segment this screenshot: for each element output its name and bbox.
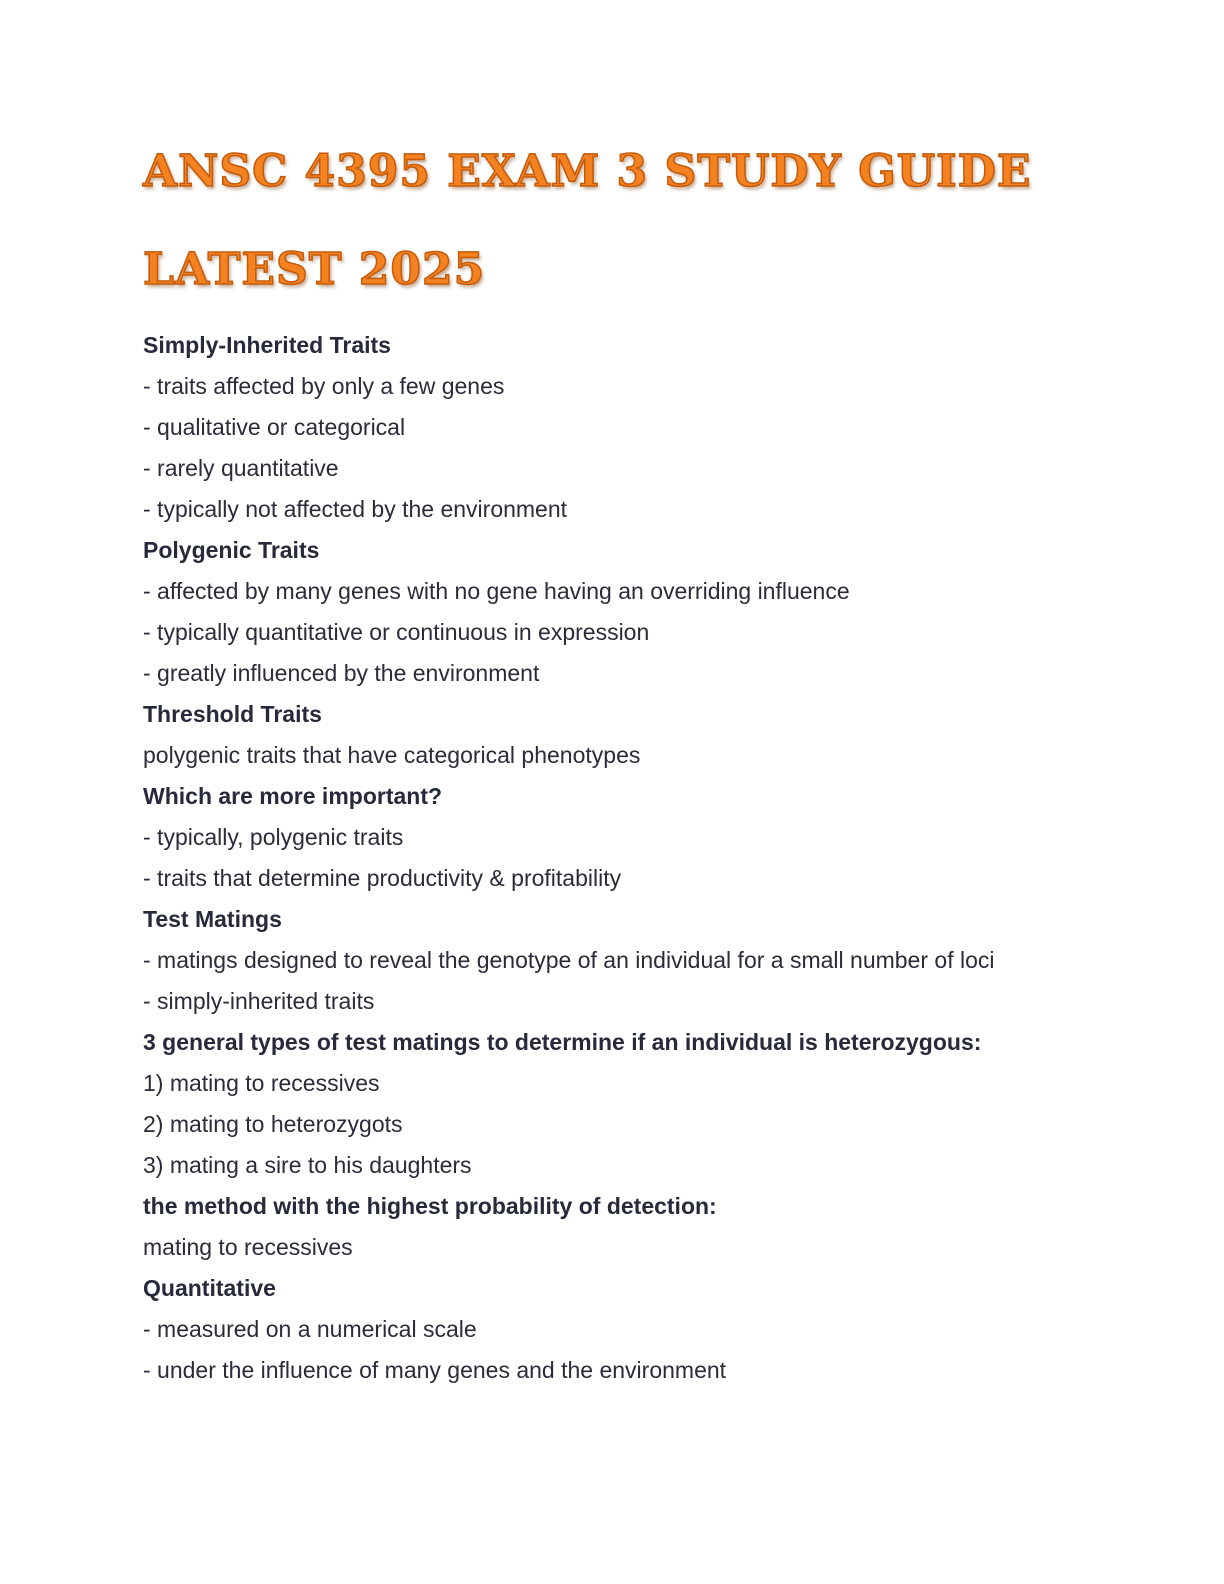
section-line: mating to recessives	[143, 1234, 353, 1260]
section-heading: Which are more important?	[143, 783, 443, 809]
section-polygenic	[143, 530, 1143, 694]
section-line: - traits affected by only a few genes	[143, 373, 505, 399]
section-heading: Quantitative	[143, 1275, 276, 1301]
section-simply-inherited	[143, 325, 1143, 530]
section-heading: Simply-Inherited Traits	[143, 332, 391, 358]
section-test-mating-types	[143, 1022, 1143, 1186]
section-line: 2) mating to heterozygots	[143, 1111, 403, 1137]
section-line: - greatly influenced by the environment	[143, 660, 540, 686]
section-line: - rarely quantitative	[143, 455, 339, 481]
section-line: - typically, polygenic traits	[143, 824, 404, 850]
section-line: - qualitative or categorical	[143, 414, 406, 440]
section-heading: 3 general types of test matings to determine if an individual is heterozygous:	[143, 1029, 982, 1055]
section-line: - under the influence of many genes and the environment	[143, 1357, 727, 1383]
document-title-line-2: LATEST 2025	[143, 244, 486, 295]
section-highest-probability	[143, 1186, 1143, 1268]
document-title-line-1: ANSC 4395 EXAM 3 STUDY GUIDE	[143, 146, 1032, 197]
section-heading: the method with the highest probability of detection:	[143, 1193, 717, 1219]
section-which-important	[143, 776, 1143, 899]
section-line: 1) mating to recessives	[143, 1070, 380, 1096]
section-heading: Test Matings	[143, 906, 282, 932]
study-guide-content	[143, 325, 1143, 1391]
section-heading: Polygenic Traits	[143, 537, 320, 563]
section-line: - typically not affected by the environment	[143, 496, 568, 522]
section-line: - matings designed to reveal the genotype of an individual for a small number of loci	[143, 947, 995, 973]
section-heading: Threshold Traits	[143, 701, 322, 727]
section-test-matings	[143, 899, 1143, 1022]
section-line: 3) mating a sire to his daughters	[143, 1152, 472, 1178]
section-quantitative	[143, 1268, 1143, 1391]
section-line: - typically quantitative or continuous in expression	[143, 619, 650, 645]
section-line: - measured on a numerical scale	[143, 1316, 477, 1342]
section-line: - traits that determine productivity & profitability	[143, 865, 622, 891]
section-threshold	[143, 694, 1143, 776]
section-line: - affected by many genes with no gene having an overriding influence	[143, 578, 850, 604]
section-line: - simply-inherited traits	[143, 988, 375, 1014]
section-line: polygenic traits that have categorical phenotypes	[143, 742, 641, 768]
